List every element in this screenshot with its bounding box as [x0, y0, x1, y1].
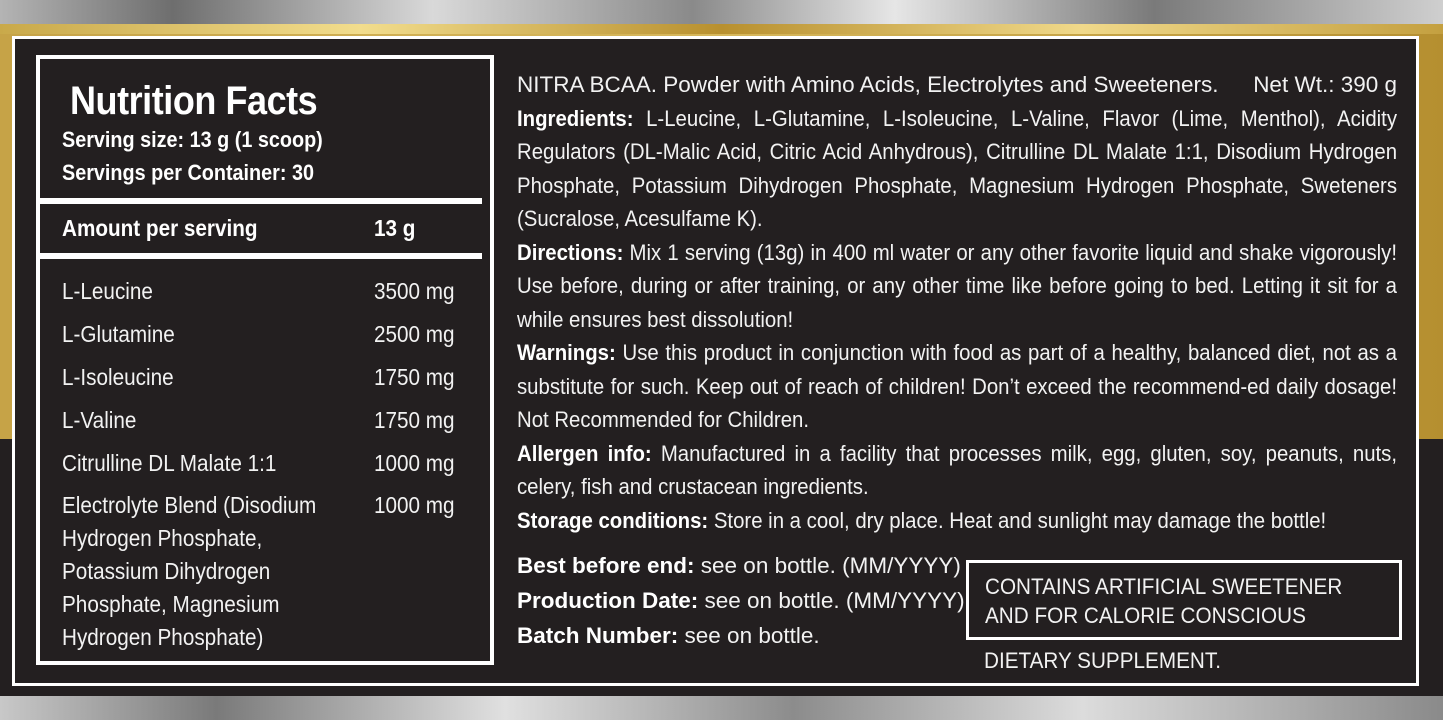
storage-paragraph: [517, 504, 1397, 538]
product-description: NITRA BCAA. Powder with Amino Acids, Electrolytes and Sweeteners.: [517, 72, 1219, 97]
nutrient-value: 1750 mg: [374, 364, 455, 390]
product-header: [517, 68, 1397, 102]
production-date-line: [517, 588, 965, 614]
ingredients-label: Ingredients:: [517, 105, 634, 131]
batch-number-line: [517, 623, 820, 649]
batch-number-text: see on bottle.: [678, 623, 820, 648]
nutrition-facts-title: Nutrition Facts: [70, 79, 318, 123]
nutrient-name: L-Valine: [62, 407, 137, 433]
nutrient-name: Citrulline DL Malate 1:1: [62, 450, 277, 476]
directions-label: Directions:: [517, 239, 624, 265]
warnings-text: Use this product in conjunction with food as part of a healthy, balanced diet, not as a substitute for such. Keep out of reach of children! Don’t exceed the recommend-ed daily dosage! Not Recommended for Children.: [517, 340, 1398, 432]
dietary-supplement-text: DIETARY SUPPLEMENT.: [984, 648, 1221, 673]
sweetener-notice-box: [966, 560, 1402, 640]
nutrient-value: 1000 mg: [374, 492, 455, 518]
best-before-text: see on bottle. (MM/YYYY): [694, 553, 961, 578]
ingredients-paragraph: [517, 102, 1397, 236]
label-text-column: [517, 68, 1397, 537]
bottom-silver-band: [0, 696, 1443, 720]
amount-per-serving-value: 13 g: [374, 215, 416, 241]
nutrient-value: 1750 mg: [374, 407, 455, 433]
production-date-text: see on bottle. (MM/YYYY): [698, 588, 965, 613]
production-date-label: Production Date:: [517, 588, 699, 613]
ingredients-text: L-Leucine, L-Glutamine, L-Isoleucine, L-Valine, Flavor (Lime, Menthol), Acidity Regulators (DL-Malic Acid, Citric Acid Anhydrous), Citrulline DL Malate 1:1, Disodium Hydrogen Phosphate, Potassium Dihydrogen Phosphate, Magnesium Hydrogen Phosphate, Sweteners (Sucralose, Acesulfame K).: [517, 105, 1398, 231]
serving-size: Serving size: 13 g (1 scoop): [62, 127, 323, 152]
nutrient-name: L-Leucine: [62, 278, 153, 304]
nutrition-facts-box: [36, 55, 494, 665]
allergen-paragraph: [517, 437, 1397, 504]
batch-number-label: Batch Number:: [517, 623, 679, 648]
nutrient-value: 3500 mg: [374, 278, 455, 304]
directions-text: Mix 1 serving (13g) in 400 ml water or any other favorite liquid and shake vigorously! Use before, during or after training, or any other time like before going to bed. Letting it sit for a while ensures best dissolution!: [517, 239, 1398, 332]
nutrient-value: 2500 mg: [374, 321, 455, 347]
storage-text: Store in a cool, dry place. Heat and sunlight may damage the bottle!: [708, 507, 1327, 533]
net-weight: Net Wt.: 390 g: [1253, 72, 1397, 97]
top-silver-band: [0, 0, 1443, 24]
warnings-label: Warnings:: [517, 340, 616, 365]
directions-paragraph: [517, 236, 1397, 337]
amount-per-serving-label: Amount per serving: [62, 215, 258, 241]
nutrient-name: L-Glutamine: [62, 321, 175, 347]
divider-thick: [40, 198, 482, 204]
warnings-paragraph: [517, 336, 1397, 437]
nutrient-name: Electrolyte Blend (Disodium Hydrogen Phosphate, Potassium Dihydrogen Phosphate, Magnesium Hydrogen Phosphate): [62, 492, 317, 650]
divider-thick: [40, 253, 482, 259]
allergen-text: Manufactured in a facility that processes milk, egg, gluten, soy, peanuts, nuts, celery, fish and crustacean ingredients.: [517, 440, 1398, 499]
allergen-label: Allergen info:: [517, 440, 652, 466]
servings-per-container: Servings per Container: 30: [62, 160, 314, 185]
best-before-line: [517, 553, 961, 579]
best-before-label: Best before end:: [517, 553, 695, 578]
sweetener-notice-text: CONTAINS ARTIFICIAL SWEETENER AND FOR CALORIE CONSCIOUS: [985, 574, 1343, 628]
nutrient-value: 1000 mg: [374, 450, 455, 476]
storage-label: Storage conditions:: [517, 507, 709, 533]
nutrient-name: L-Isoleucine: [62, 364, 174, 390]
top-gold-stripe: [0, 24, 1443, 34]
